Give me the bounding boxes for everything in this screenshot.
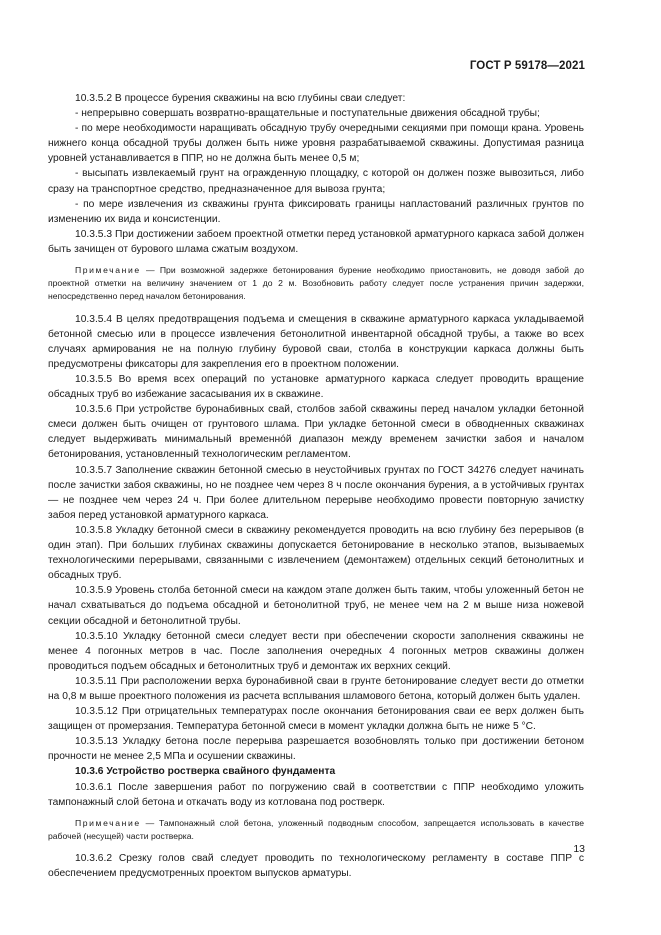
para-10-3-5-3: 10.3.5.3 При достижении забоем проектной отметки перед установкой арматурного каркаса забой должен быть зачищен от бурового шлама сжатым воздухом. <box>48 228 584 255</box>
para-10-3-5-12: 10.3.5.12 При отрицательных температурах после окончания бетонирования сваи ее верх должен быть защищен от промерзания. Температура бетонной смеси в момент укладки должна быть не ниже 5 °С. <box>48 706 584 733</box>
bullet-extend-pipe: - по мере необходимости наращивать обсадную трубу очередными секциями при помощи крана. Уровень нижнего конца обсадной трубы должен быть ниже уровня разрабатываемой скважины. Допустимая разница уровней устанавливается в ППР, но не должна быть менее 0,5 м; <box>48 123 584 165</box>
para-10-3-5-6: 10.3.5.6 При устройстве буронабивных свай, столбов забой скважины перед началом укладки бетонной смеси должен быть очищен от грунтового шлама. При укладке бетонной смеси в обводненных скважинах следует выдерживать минимальный временнóй диапазон между временем зачистки забоя и началом бетонирования, установленный технологическим регламентом. <box>48 404 584 461</box>
note-label: Примечание <box>75 817 141 828</box>
para-10-3-5-9: 10.3.5.9 Уровень столба бетонной смеси на каждом этапе должен быть таким, чтобы уложенный бетон не начал схватываться до подъема обсадной и бетонолитной труб, не менее чем на 2 м выше низа ножевой секции обсадной и бетонолитной трубы. <box>48 585 584 627</box>
page-number: 13 <box>573 843 585 855</box>
para-10-3-5-7: 10.3.5.7 Заполнение скважин бетонной смесью в неустойчивых грунтах по ГОСТ 34276 следует начинать после зачистки забоя скважины, но не позднее чем через 8 ч после окончания бурения, а в устойчивых грунтах — не позднее чем через 24 ч. При более длительном перерыве необходимо провести повторную зачистку забоя перед установкой арматурного каркаса. <box>48 464 584 521</box>
heading-10-3-6: 10.3.6 Устройство ростверка свайного фундамента <box>75 766 336 778</box>
para-10-3-5-13: 10.3.5.13 Укладку бетона после перерыва разрешается возобновлять только при достижении бетоном прочности не менее 2,5 МПа и осушении скважины. <box>48 736 584 763</box>
note-text: — При возможной задержке бетонирования бурение необходимо приостановить, не доводя забой до проектной отметки на величину значением от 1 до 2 м. Возобновить работу следует после устранения причин задержки, непосредственно перед началом бетонирования. <box>48 265 584 302</box>
note-1 <box>48 264 584 304</box>
standard-header: ГОСТ Р 59178—2021 <box>469 60 585 72</box>
para-10-3-5-10: 10.3.5.10 Укладку бетонной смеси следует вести при обеспечении скорости заполнения скважины не менее 4 погонных метров в час. После заполнения очередных 4 погонных метров скважины должен проводиться подъем обсадных и бетонолитных труб и демонтаж их верхних секций. <box>48 630 584 672</box>
para-10-3-5-5: 10.3.5.5 Во время всех операций по установке арматурного каркаса следует проводить вращение обсадных труб во избежание засасывания их в скважине. <box>48 374 584 401</box>
note-text: — Тампонажный слой бетона, уложенный подводным способом, запрещается использовать в качестве рабочей (несущей) части ростверка. <box>48 817 584 841</box>
para-10-3-6-1: 10.3.6.1 После завершения работ по погружению свай в соответствии с ППР необходимо уложить тампонажный слой бетона и откачать воду из котлована под ростверк. <box>48 781 584 808</box>
note-2 <box>48 817 584 843</box>
para-10-3-5-11: 10.3.5.11 При расположении верха буронабивной сваи в грунте бетонирование следует вести до отметки на 0,8 м выше проектного положения из расчета всплывания шламового бетона, который должен быть удален. <box>48 675 584 702</box>
para-10-3-5-8: 10.3.5.8 Укладку бетонной смеси в скважину рекомендуется проводить на всю глубину без перерывов (в один этап). При больших глубинах скважины допускается бетонирование в несколько этапов, вызываемых технологическими перерывами, связанными с извлечением (демонтажем) отдельных секций бетонолитных и обсадных труб. <box>48 524 584 582</box>
bullet-rotation: - непрерывно совершать возвратно-вращательные и поступательные движения обсадной трубы; <box>75 108 540 120</box>
document-body <box>48 91 584 881</box>
para-10-3-6-2: 10.3.6.2 Срезку голов свай следует проводить по технологическому регламенту в составе ППР с обеспечением предусмотренных проектом выпусков арматуры. <box>48 853 584 880</box>
bullet-soil-removal: - высыпать извлекаемый грунт на огражденную площадку, с которой он должен позже вывозиться, либо сразу на транспортное средство, предназначенное для вывоза грунта; <box>48 168 584 195</box>
note-label: Примечание <box>75 265 141 276</box>
para-10-3-5-2: 10.3.5.2 В процессе бурения скважины на всю глубины сваи следует: <box>75 93 406 104</box>
bullet-record-boundaries: - по мере извлечения из скважины грунта фиксировать границы напластований различных грунтов по изменению их вида и консистенции. <box>48 198 584 225</box>
para-10-3-5-4: 10.3.5.4 В целях предотвращения подъема и смещения в скважине арматурного каркаса укладываемой бетонной смесью или в процессе извлечения бетонолитной инвентарной обсадной трубы, а также во всех случаях армирования не на полную глубину буровой сваи, столба в конструкции каркаса должны быть предусмотрены фиксаторы для закрепления его в проектном положении. <box>48 313 584 370</box>
